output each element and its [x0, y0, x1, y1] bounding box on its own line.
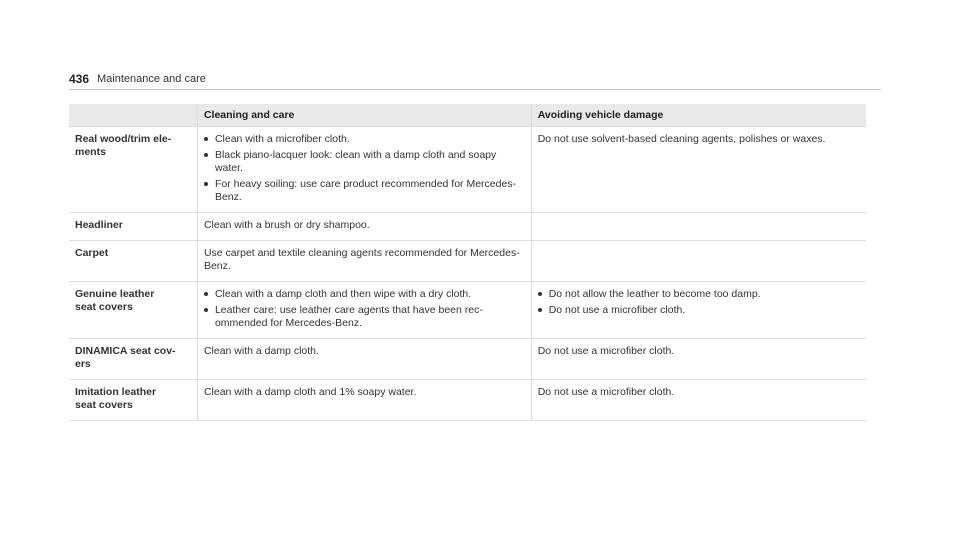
- cell-text: Do not use solvent-based cleaning agents, polishes or waxes.: [537, 133, 826, 145]
- avoiding-cell: [531, 241, 866, 282]
- cell-text: Clean with a damp cloth and 1% soapy water.: [203, 386, 417, 398]
- bullet-list: [538, 288, 860, 317]
- avoiding-cell: [531, 339, 866, 380]
- page-header: [69, 70, 881, 90]
- table-row: [69, 339, 866, 380]
- material-cell: [69, 380, 197, 421]
- cleaning-cell: [197, 213, 531, 241]
- cell-text: Genuine leather seat covers: [75, 288, 155, 313]
- bullet-text: Leather care: use leather care agents that have been rec- ommended for Mercedes-Benz.: [214, 304, 483, 329]
- column-header-cleaning: Cleaning and care: [197, 104, 531, 127]
- bullet-item: [204, 304, 525, 330]
- bullet-text: Clean with a microfiber cloth.: [214, 133, 350, 145]
- page-number: 436: [69, 72, 90, 86]
- table-row: [69, 380, 866, 421]
- cell-text: Headliner: [75, 219, 123, 231]
- bullet-text: Do not allow the leather to become too damp.: [548, 288, 761, 300]
- cell-text: Do not use a microfiber cloth.: [537, 345, 675, 357]
- material-cell: [69, 213, 197, 241]
- avoiding-cell: [531, 380, 866, 421]
- bullet-icon: [204, 292, 208, 296]
- material-cell: [69, 241, 197, 282]
- bullet-item: [204, 178, 525, 204]
- bullet-icon: [204, 137, 208, 141]
- bullet-item: [204, 288, 525, 301]
- material-cell: [69, 127, 197, 213]
- bullet-list: [204, 288, 525, 330]
- avoiding-cell: [531, 282, 866, 339]
- cell-text: Imitation leather seat covers: [75, 386, 157, 411]
- header-rule: [69, 89, 881, 90]
- cleaning-cell: [197, 241, 531, 282]
- column-header-material: [69, 104, 197, 127]
- cell-text: DINAMICA seat cov- ers: [75, 345, 176, 370]
- bullet-text: For heavy soiling: use care product recommended for Mercedes-Benz.: [214, 178, 517, 203]
- bullet-icon: [538, 308, 542, 312]
- table-header-row: [69, 104, 866, 127]
- bullet-list: [204, 133, 525, 204]
- bullet-icon: [538, 292, 542, 296]
- cell-text: Clean with a brush or dry shampoo.: [203, 219, 370, 231]
- bullet-text: Clean with a damp cloth and then wipe with a dry cloth.: [214, 288, 472, 300]
- section-title: Maintenance and care: [97, 73, 206, 85]
- table-row: [69, 213, 866, 241]
- cell-text: Carpet: [75, 247, 109, 259]
- cleaning-cell: [197, 282, 531, 339]
- avoiding-cell: [531, 127, 866, 213]
- column-header-avoiding: Avoiding vehicle damage: [531, 104, 866, 127]
- cell-text: Do not use a microfiber cloth.: [537, 386, 675, 398]
- bullet-icon: [204, 308, 208, 312]
- material-cell: [69, 339, 197, 380]
- bullet-icon: [204, 153, 208, 157]
- bullet-item: [204, 149, 525, 175]
- bullet-item: [204, 133, 525, 146]
- bullet-item: [538, 304, 860, 317]
- bullet-item: [538, 288, 860, 301]
- bullet-text: Do not use a microfiber cloth.: [548, 304, 686, 316]
- table-row: [69, 241, 866, 282]
- care-table: [69, 104, 866, 421]
- cell-text: Use carpet and textile cleaning agents recommended for Mercedes-Benz.: [203, 247, 520, 272]
- table-row: [69, 282, 866, 339]
- cleaning-cell: [197, 127, 531, 213]
- avoiding-cell: [531, 213, 866, 241]
- material-cell: [69, 282, 197, 339]
- bullet-icon: [204, 182, 208, 186]
- bullet-text: Black piano-lacquer look: clean with a damp cloth and soapy water.: [214, 149, 497, 174]
- cell-text: Real wood/trim ele- ments: [75, 133, 172, 158]
- cleaning-cell: [197, 380, 531, 421]
- cleaning-cell: [197, 339, 531, 380]
- cell-text: Clean with a damp cloth.: [203, 345, 319, 357]
- table-row: [69, 127, 866, 213]
